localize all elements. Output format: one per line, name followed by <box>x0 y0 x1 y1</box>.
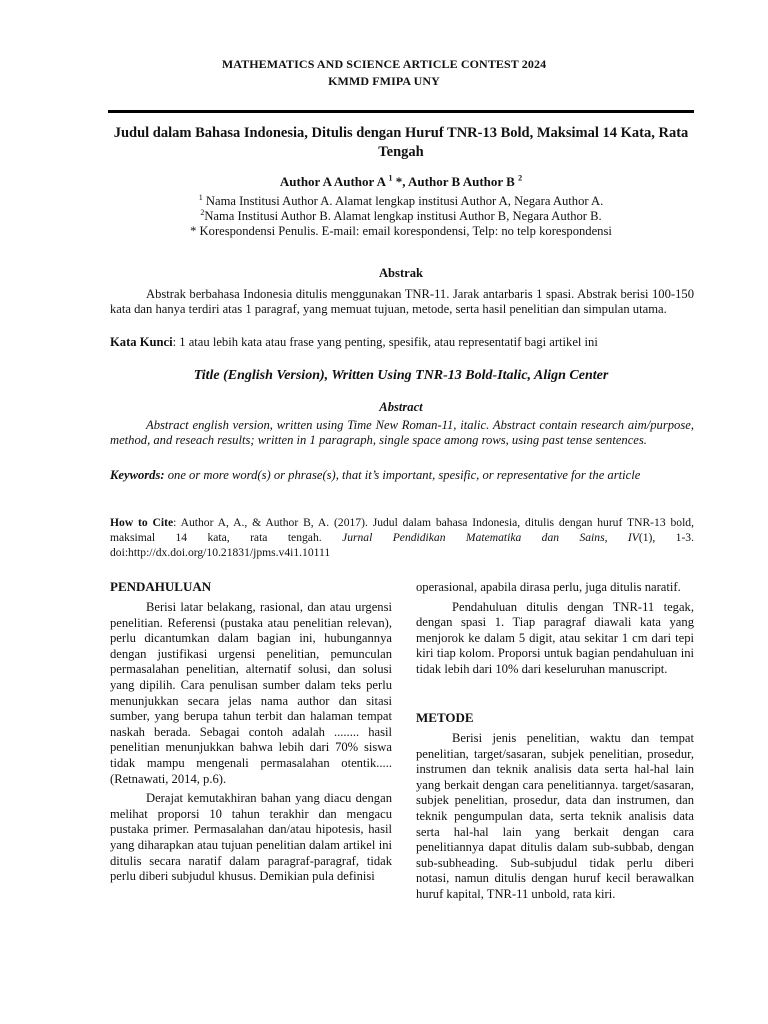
how-to-cite-text: : Author A, A., & Author B, A. (2017). Judul dalam bahasa Indonesia, ditulis dengan huruf TNR-13 bold, maksimal 14 kata, rata tengah. <box>110 516 694 544</box>
pendahuluan-paragraph-4: Pendahuluan ditulis dengan TNR-11 tegak, dengan spasi 1. Tiap paragraf diawali kata yang menjorok ke dalam 5 digit, atau sekitar 1 cm dari tepi kiri tiap kolom. Proporsi untuk bagian pendahuluan ini tidak lebih dari 10% dari keseluruhan manuscript. <box>416 599 694 676</box>
article-title: Judul dalam Bahasa Indonesia, Ditulis dengan Huruf TNR-13 Bold, Maksimal 14 Kata, Rata Tengah <box>113 125 689 160</box>
how-to-cite <box>110 515 694 560</box>
metode-heading: METODE <box>416 710 474 725</box>
metode-column <box>416 731 694 907</box>
pendahuluan-heading: PENDAHULUAN <box>110 579 212 594</box>
author-a-sup: 1 <box>388 173 393 183</box>
contest-header-line-1: MATHEMATICS AND SCIENCE ARTICLE CONTEST 2024 <box>221 57 547 71</box>
contest-header-line-2: KMMD FMIPA UNY <box>328 74 440 88</box>
correspondence-text: * Korespondensi Penulis. E-mail: email korespondensi, Telp: no telp korespondensi <box>190 224 612 238</box>
author-line <box>108 174 694 190</box>
author-b-sup: 2 <box>518 173 523 183</box>
pendahuluan-paragraph-1: Berisi latar belakang, rasional, dan atau urgensi penelitian. Referensi (pustaka atau penelitian relevan), perlu dicantumkan dalam bagian ini, hubungannya dengan justifikasi urgensi penelitian, pemunculan permasalahan penelitian, alternatif solusi, dan solusi yang dipilih. Cara penulisan sumber dalam teks perlu menunjukkan secara jelas nama author dan sitasi sumber, yang berupa tahun terbit dan halaman tempat naskah berada. Sebagai contoh adalah ........ hasil penelitian menunjukkan bahwa lebih dari 70% siswa tidak mampu mengenali permasalahan otentik..... (Retnawati, 2014, p.6). <box>110 600 392 786</box>
pendahuluan-right-column <box>416 580 694 682</box>
how-to-cite-doi: (1), 1-3. doi:http://dx.doi.org/10.21831/jpms.v4i1.10111 <box>110 531 694 559</box>
english-title: Title (English Version), Written Using TNR-13 Bold-Italic, Align Center <box>193 368 609 383</box>
how-to-cite-label: How to Cite <box>110 516 174 529</box>
pendahuluan-paragraph-2: Derajat kemutakhiran bahan yang diacu dengan melihat proporsi 10 tahun terakhir dan mengacu pustaka primer. Permasalahan dan/atau hipotesis, hasil yang diharapkan atau tujuan penelitian dalam artikel ini ditulis secara naratif dalam paragraf-paragraf, tidak perlu diberi subjudul khusus. Demikian pula definisi <box>110 791 392 884</box>
affiliation-1-sup: 1 <box>198 192 203 202</box>
abstract-heading: Abstract <box>379 400 423 414</box>
author-b: Author B Author B <box>408 174 515 189</box>
pendahuluan-paragraph-3: operasional, apabila dirasa perlu, juga ditulis naratif. <box>416 580 681 594</box>
kata-kunci-line <box>110 335 694 350</box>
keywords-line <box>110 468 694 483</box>
kata-kunci-label: Kata Kunci <box>110 335 173 349</box>
author-a: Author A Author A <box>279 174 386 189</box>
abstrak-heading: Abstrak <box>378 266 424 280</box>
affiliation-1-text: Nama Institusi Author A. Alamat lengkap institusi Author A, Negara Author A. <box>205 194 604 208</box>
affiliation-2-sup: 2 <box>200 207 205 217</box>
metode-paragraph-1: Berisi jenis penelitian, waktu dan tempat penelitian, target/sasaran, subjek penelitian, prosedur, instrumen dan teknik analisis data serta hal-hal lain yang berkait dengan cara penelitiannya. target/sasaran, subjek penelitian, prosedur, data dan instrumen, dan teknik pengumpulan data, serta teknik analisis data serta hal-hal lain yang berkait dengan cara penelitiannya dapat ditulis dalam sub-subbab, dengan sub-subheading. Sub-subjudul tidak perlu diberi notasi, namun ditulis dengan huruf kecil berawalkan huruf kapital, TNR-11 unbold, rata kiri. <box>416 731 694 901</box>
abstract-text: Abstract english version, written using Time New Roman-11, italic. Abstract contain research aim/purpose, method, and reseach results; written in 1 paragraph, single space among rows, using past tense sentences. <box>110 418 694 447</box>
keywords-text: one or more word(s) or phrase(s), that it’s important, spesific, or representative for the article <box>164 468 641 482</box>
header-divider <box>108 110 694 113</box>
correspondence-line <box>108 223 694 240</box>
pendahuluan-left-column <box>110 600 392 889</box>
author-a-mark: *, <box>392 174 409 189</box>
abstrak-text: Abstrak berbahasa Indonesia ditulis menggunakan TNR-11. Jarak antarbaris 1 spasi. Abstrak berisi 100-150 kata dan hanya terdiri atas 1 paragraf, yang memuat tujuan, metode, serta hasil penelitian dan simpulan utama. <box>110 287 694 316</box>
affiliation-2-text: Nama Institusi Author B. Alamat lengkap institusi Author B, Negara Author B. <box>204 209 602 223</box>
keywords-label: Keywords: <box>110 468 165 482</box>
kata-kunci-text: : 1 atau lebih kata atau frase yang penting, spesifik, atau representatif bagi artikel ini <box>172 335 598 349</box>
how-to-cite-journal: Jurnal Pendidikan Matematika dan Sains, IV <box>342 531 639 544</box>
